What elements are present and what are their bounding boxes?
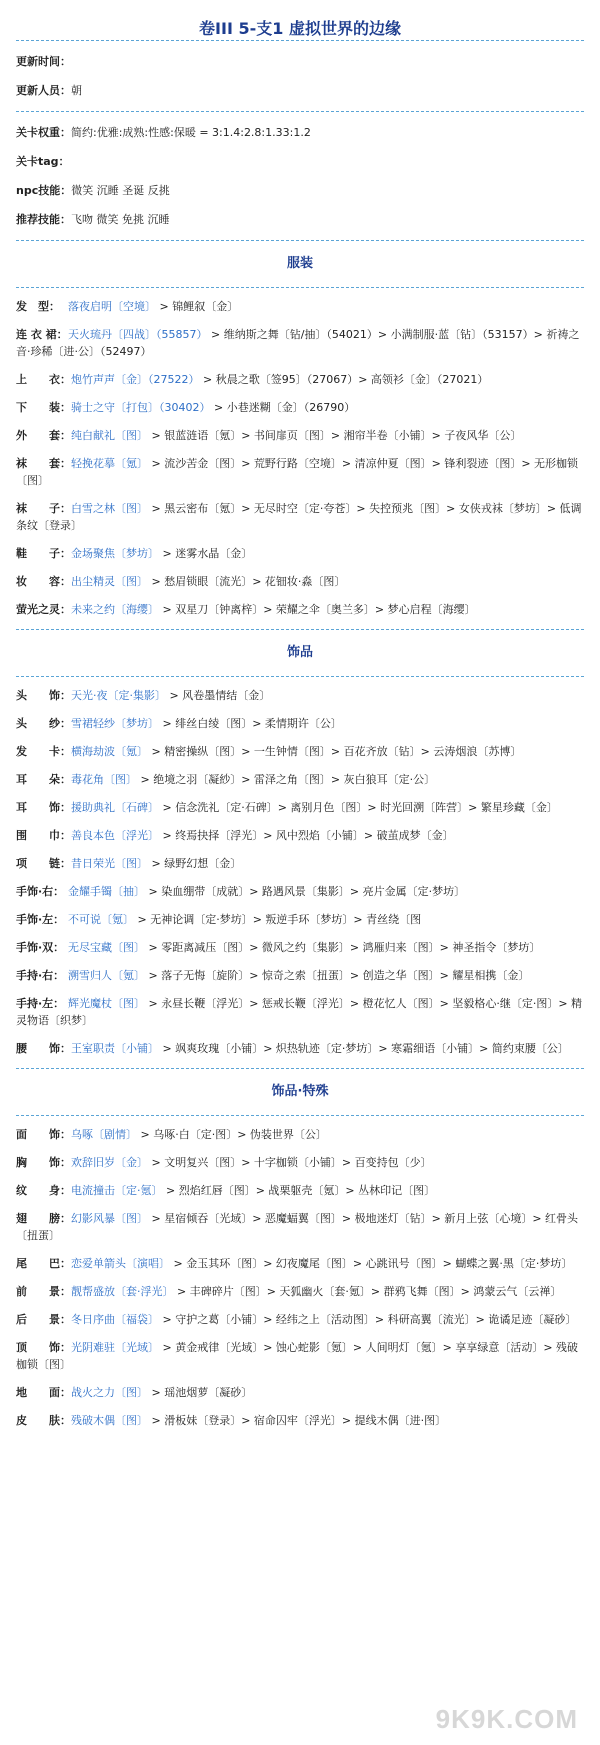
- item-label: 胸 饰：: [16, 1156, 71, 1169]
- item-label: 顶 饰：: [16, 1341, 71, 1354]
- item-label: 耳 朵：: [16, 773, 71, 786]
- item-label: 围 巾：: [16, 829, 71, 842]
- item-alternatives: > 小巷迷糊〔金〕（26790）: [210, 401, 356, 414]
- item-alternatives: > 零距离减压〔图〕> 微风之约〔集影〕> 鸿雁归来〔图〕> 神圣指令〔梦坊〕: [145, 941, 541, 954]
- list-item: [16, 939, 584, 956]
- item-best-link[interactable]: 毒花角〔图〕: [71, 773, 137, 786]
- item-label: 下 装：: [16, 401, 71, 414]
- list-item: [16, 1384, 584, 1401]
- item-best-link[interactable]: 横海劫波〔氪〕: [71, 745, 148, 758]
- meta-label: 更新时间：: [16, 55, 71, 68]
- item-best-link[interactable]: 炮竹声声〔金〕（27522）: [71, 373, 200, 386]
- item-alternatives: > 丰碑碎片〔图〕> 天狐幽火〔套·氪〕> 群鸦飞舞〔图〕> 鸿蒙云气〔云禅〕: [173, 1285, 562, 1298]
- item-best-link[interactable]: 残破木偶〔图〕: [71, 1414, 148, 1427]
- list-item: [16, 1040, 584, 1057]
- list-item: [16, 1210, 584, 1244]
- item-best-link[interactable]: 纯白献礼〔图〕: [71, 429, 148, 442]
- list-item: [16, 326, 584, 360]
- item-label: 发 型：: [16, 300, 60, 313]
- item-alternatives: > 维纳斯之舞〔钻/抽〕（54021）> 小满制服·蓝〔钻〕（53157）> 祈祷之音·珍稀〔进·公〕（52497）: [16, 328, 580, 358]
- list-item: [16, 371, 584, 388]
- divider: [16, 240, 584, 241]
- item-alternatives: > 流沙苦金〔图〕> 荒野行路〔空境〕> 清凉仲夏〔图〕> 锋利裂迹〔图〕> 无形枷锁〔图〕: [16, 457, 579, 487]
- section-title: 服装: [286, 256, 313, 271]
- page-title: 卷III 5-支1 虚拟世界的边缘: [199, 19, 401, 38]
- divider: [16, 629, 584, 630]
- divider: [16, 40, 584, 41]
- list-item: [16, 827, 584, 844]
- section-title: 饰品·特殊: [271, 1084, 329, 1099]
- item-alternatives: > 瑶池烟萝〔凝砂〕: [148, 1386, 253, 1399]
- item-alternatives: > 愁眉锁眼〔流光〕> 花钿妆·淼〔图〕: [148, 575, 346, 588]
- list-item: [16, 855, 584, 872]
- item-alternatives: > 星宿倾吞〔光域〕> 恶魔蝠翼〔图〕> 极地迷灯〔钻〕> 新月上弦〔心境〕> 红骨头〔扭蛋〕: [16, 1212, 579, 1242]
- list-item: [16, 911, 584, 928]
- item-best-link[interactable]: 出尘精灵〔图〕: [71, 575, 148, 588]
- item-best-link[interactable]: 电流撞击〔定·氪〕: [71, 1184, 163, 1197]
- meta-label: 推荐技能：: [16, 213, 71, 226]
- item-label: 手饰·左：: [16, 913, 65, 926]
- list-item: [16, 1412, 584, 1429]
- item-label: 鞋 子：: [16, 547, 71, 560]
- item-alternatives: > 终焉抉择〔浮光〕> 风中烈焰〔小铺〕> 破茧成梦〔金〕: [159, 829, 454, 842]
- divider: [16, 1068, 584, 1069]
- list-item: [16, 427, 584, 444]
- item-best-link[interactable]: 辉光魔杖〔图〕: [68, 997, 145, 1010]
- item-alternatives: > 飒爽玫瑰〔小铺〕> 炽热轨迹〔定·梦坊〕> 寒霜细语〔小铺〕> 简约束腰〔公〕: [159, 1042, 569, 1055]
- item-label: 发 卡：: [16, 745, 71, 758]
- item-best-link[interactable]: 轻挽花摹〔氪〕: [71, 457, 148, 470]
- item-alternatives: > 染血绷带〔成就〕> 路遇风景〔集影〕> 亮片金属〔定·梦坊〕: [145, 885, 466, 898]
- item-label: 纹 身：: [16, 1184, 71, 1197]
- item-best-link[interactable]: 未来之约〔海缨〕: [71, 603, 159, 616]
- item-best-link[interactable]: 恋爱单箭头〔演唱〕: [71, 1257, 170, 1270]
- item-alternatives: > 永昼长鞭〔浮光〕> 惩戒长鞭〔浮光〕> 橙花忆人〔图〕> 坚毅格心·继〔定·图〕> 精灵物语〔织梦〕: [16, 997, 583, 1027]
- list-item: [16, 1283, 584, 1300]
- item-best-link[interactable]: 不可说〔氪〕: [68, 913, 134, 926]
- list-item: [16, 771, 584, 788]
- item-label: 手饰·双：: [16, 941, 65, 954]
- meta-row: [16, 82, 584, 99]
- item-alternatives: > 银蓝涟语〔氪〕> 书间扉页〔图〕> 湘帘半卷〔小铺〕> 子夜风华〔公〕: [148, 429, 522, 442]
- item-alternatives: > 乌啄·白〔定·图〕> 伪装世界〔公〕: [137, 1128, 327, 1141]
- sections-block: [16, 240, 584, 1429]
- item-label: 头 纱：: [16, 717, 71, 730]
- item-best-link[interactable]: 无尽宝藏〔图〕: [68, 941, 145, 954]
- item-best-link[interactable]: 溯雪归人〔氪〕: [68, 969, 145, 982]
- watermark-logo: 9K9K.COM: [435, 1704, 578, 1734]
- item-label: 项 链：: [16, 857, 71, 870]
- list-item: [16, 883, 584, 900]
- item-label: 手持·右：: [16, 969, 65, 982]
- item-alternatives: > 绝境之羽〔凝紗〕> 雷泽之角〔图〕> 灰白狼耳〔定·公〕: [137, 773, 436, 786]
- item-alternatives: > 黑云密布〔氪〕> 无尽时空〔定·夸苍〕> 失控预兆〔图〕> 女侠戎袜〔梦坊〕> 低调条纹〔登录〕: [16, 502, 582, 532]
- list-item: [16, 967, 584, 984]
- divider: [16, 676, 584, 677]
- item-label: 耳 饰：: [16, 801, 71, 814]
- list-item: [16, 1311, 584, 1328]
- item-label: 腰 饰：: [16, 1042, 71, 1055]
- item-best-link[interactable]: 昔日荣光〔图〕: [71, 857, 148, 870]
- item-alternatives: > 绿野幻想〔金〕: [148, 857, 242, 870]
- item-alternatives: > 无神论调〔定·梦坊〕> 叛逆手环〔梦坊〕> 青丝绕〔图: [134, 913, 422, 926]
- item-best-link[interactable]: 援助典礼〔石碑〕: [71, 801, 159, 814]
- item-alternatives: > 金玉其环〔图〕> 幻夜魔尾〔图〕> 心跳讯号〔图〕> 蝴蝶之翼·黑〔定·梦坊〕: [170, 1257, 573, 1270]
- item-best-link[interactable]: 战火之力〔图〕: [71, 1386, 148, 1399]
- item-best-link[interactable]: 骑士之守〔打包〕（30402）: [71, 401, 211, 414]
- item-label: 地 面：: [16, 1386, 71, 1399]
- list-item: [16, 298, 584, 315]
- list-item: [16, 799, 584, 816]
- item-label: 妆 容：: [16, 575, 71, 588]
- meta-row: [16, 53, 584, 70]
- item-alternatives: > 滑板妹〔登录〕> 宿命囚牢〔浮光〕> 提线木偶〔进·图〕: [148, 1414, 447, 1427]
- item-label: 外 套：: [16, 429, 71, 442]
- list-item: [16, 1255, 584, 1272]
- meta-row: [16, 153, 584, 170]
- divider: [16, 1115, 584, 1116]
- item-best-link[interactable]: 天光·夜〔定·集影〕: [71, 689, 166, 702]
- divider: [16, 287, 584, 288]
- list-item: [16, 1126, 584, 1143]
- item-best-link[interactable]: 乌啄〔剧情〕: [71, 1128, 137, 1141]
- list-item: [16, 1154, 584, 1171]
- meta-label: 关卡权重：: [16, 126, 71, 139]
- list-item: [16, 601, 584, 618]
- item-alternatives: > 绯丝白绫〔图〕> 柔情期许〔公〕: [159, 717, 342, 730]
- item-label: 连 衣 裙：: [16, 328, 68, 341]
- list-item: [16, 455, 584, 489]
- meta-label: npc技能：: [16, 184, 72, 197]
- item-best-link[interactable]: 雪裙轻纱〔梦坊〕: [71, 717, 159, 730]
- list-item: [16, 1339, 584, 1373]
- meta-row: [16, 124, 584, 141]
- item-alternatives: > 守护之葛〔小铺〕> 经纬之上〔活动图〕> 科研高翼〔流光〕> 诡谲足迹〔凝砂〕: [159, 1313, 577, 1326]
- item-alternatives: > 迷雾水晶〔金〕: [159, 547, 253, 560]
- item-alternatives: > 双星刀〔钟离梓〕> 荣耀之伞〔奥兰多〕> 梦心启程〔海缨〕: [159, 603, 476, 616]
- item-label: 尾 巴：: [16, 1257, 71, 1270]
- item-label: 手持·左：: [16, 997, 65, 1010]
- item-best-link[interactable]: 靓帮盛放〔套·浮光〕: [71, 1285, 174, 1298]
- meta-value: 飞吻 微笑 免挑 沉睡: [71, 213, 170, 226]
- item-alternatives: > 信念洗礼〔定·石碑〕> 离别月色〔图〕> 时光回溯〔阵营〕> 繁星珍藏〔金〕: [159, 801, 558, 814]
- item-best-link[interactable]: 落夜启明〔空境〕: [68, 300, 156, 313]
- item-best-link[interactable]: 幻影风暴〔图〕: [71, 1212, 148, 1225]
- item-best-link[interactable]: 欢辞旧岁〔金〕: [71, 1156, 148, 1169]
- meta-label: 关卡tag：: [16, 155, 70, 168]
- item-best-link[interactable]: 光阴难驻〔光域〕: [71, 1341, 159, 1354]
- meta-label: 更新人员：: [16, 84, 71, 97]
- item-alternatives: > 锦鲤叙〔金〕: [156, 300, 239, 313]
- list-item: [16, 399, 584, 416]
- list-item: [16, 1182, 584, 1199]
- list-item: [16, 687, 584, 704]
- meta-block: [16, 53, 584, 228]
- item-label: 手饰·右：: [16, 885, 65, 898]
- divider: [16, 111, 584, 112]
- item-best-link[interactable]: 善良本色〔浮光〕: [71, 829, 159, 842]
- item-label: 前 景：: [16, 1285, 71, 1298]
- item-alternatives: > 黄金戒律〔光域〕> 蚀心蛇影〔氪〕> 人间明灯〔氪〕> 享享绿意〔活动〕> 残破枷锁〔图〕: [16, 1341, 579, 1371]
- item-alternatives: > 烈焰红唇〔图〕> 战栗躯壳〔氪〕> 丛林印记〔图〕: [162, 1184, 436, 1197]
- list-item: [16, 743, 584, 760]
- item-label: 面 饰：: [16, 1128, 71, 1141]
- meta-row: [16, 182, 584, 199]
- meta-value: 朝: [71, 84, 82, 97]
- item-best-link[interactable]: 白雪之林〔图〕: [71, 502, 148, 515]
- list-item: [16, 545, 584, 562]
- item-best-link[interactable]: 王室职责〔小铺〕: [71, 1042, 159, 1055]
- item-best-link[interactable]: 金耀手镯〔抽〕: [68, 885, 145, 898]
- list-item: [16, 995, 584, 1029]
- meta-row: [16, 211, 584, 228]
- item-best-link[interactable]: 天火琉丹〔四战〕（55857）: [68, 328, 208, 341]
- meta-value: 微笑 沉睡 圣诞 反挑: [71, 184, 170, 197]
- item-alternatives: > 秋晨之歌〔签95〕（27067）> 高领衫〔金〕（27021）: [199, 373, 489, 386]
- item-label: 袜 套：: [16, 457, 71, 470]
- list-item: [16, 500, 584, 534]
- item-label: 上 衣：: [16, 373, 71, 386]
- item-label: 后 景：: [16, 1313, 71, 1326]
- item-label: 萤光之灵：: [16, 603, 71, 616]
- item-label: 头 饰：: [16, 689, 71, 702]
- item-alternatives: > 精密操纵〔图〕> 一生钟情〔图〕> 百花齐放〔钻〕> 云涛烟浪〔苏博〕: [148, 745, 522, 758]
- item-alternatives: > 风卷墨情结〔金〕: [166, 689, 271, 702]
- section-title: 饰品: [286, 645, 313, 660]
- item-label: 袜 子：: [16, 502, 71, 515]
- list-item: [16, 715, 584, 732]
- item-label: 皮 肤：: [16, 1414, 71, 1427]
- list-item: [16, 573, 584, 590]
- meta-value: 简约:优雅:成熟:性感:保暖 = 3:1.4:2.8:1.33:1.2: [71, 126, 311, 139]
- item-best-link[interactable]: 冬日序曲〔福袋〕: [71, 1313, 159, 1326]
- item-label: 翅 膀：: [16, 1212, 71, 1225]
- item-alternatives: > 落子无悔〔旋阶〕> 惊奇之索〔扭蛋〕> 创造之华〔图〕> 耀星相携〔金〕: [145, 969, 530, 982]
- item-best-link[interactable]: 金场聚焦〔梦坊〕: [71, 547, 159, 560]
- item-alternatives: > 文明复兴〔图〕> 十字枷锁〔小铺〕> 百变持包〔少〕: [148, 1156, 432, 1169]
